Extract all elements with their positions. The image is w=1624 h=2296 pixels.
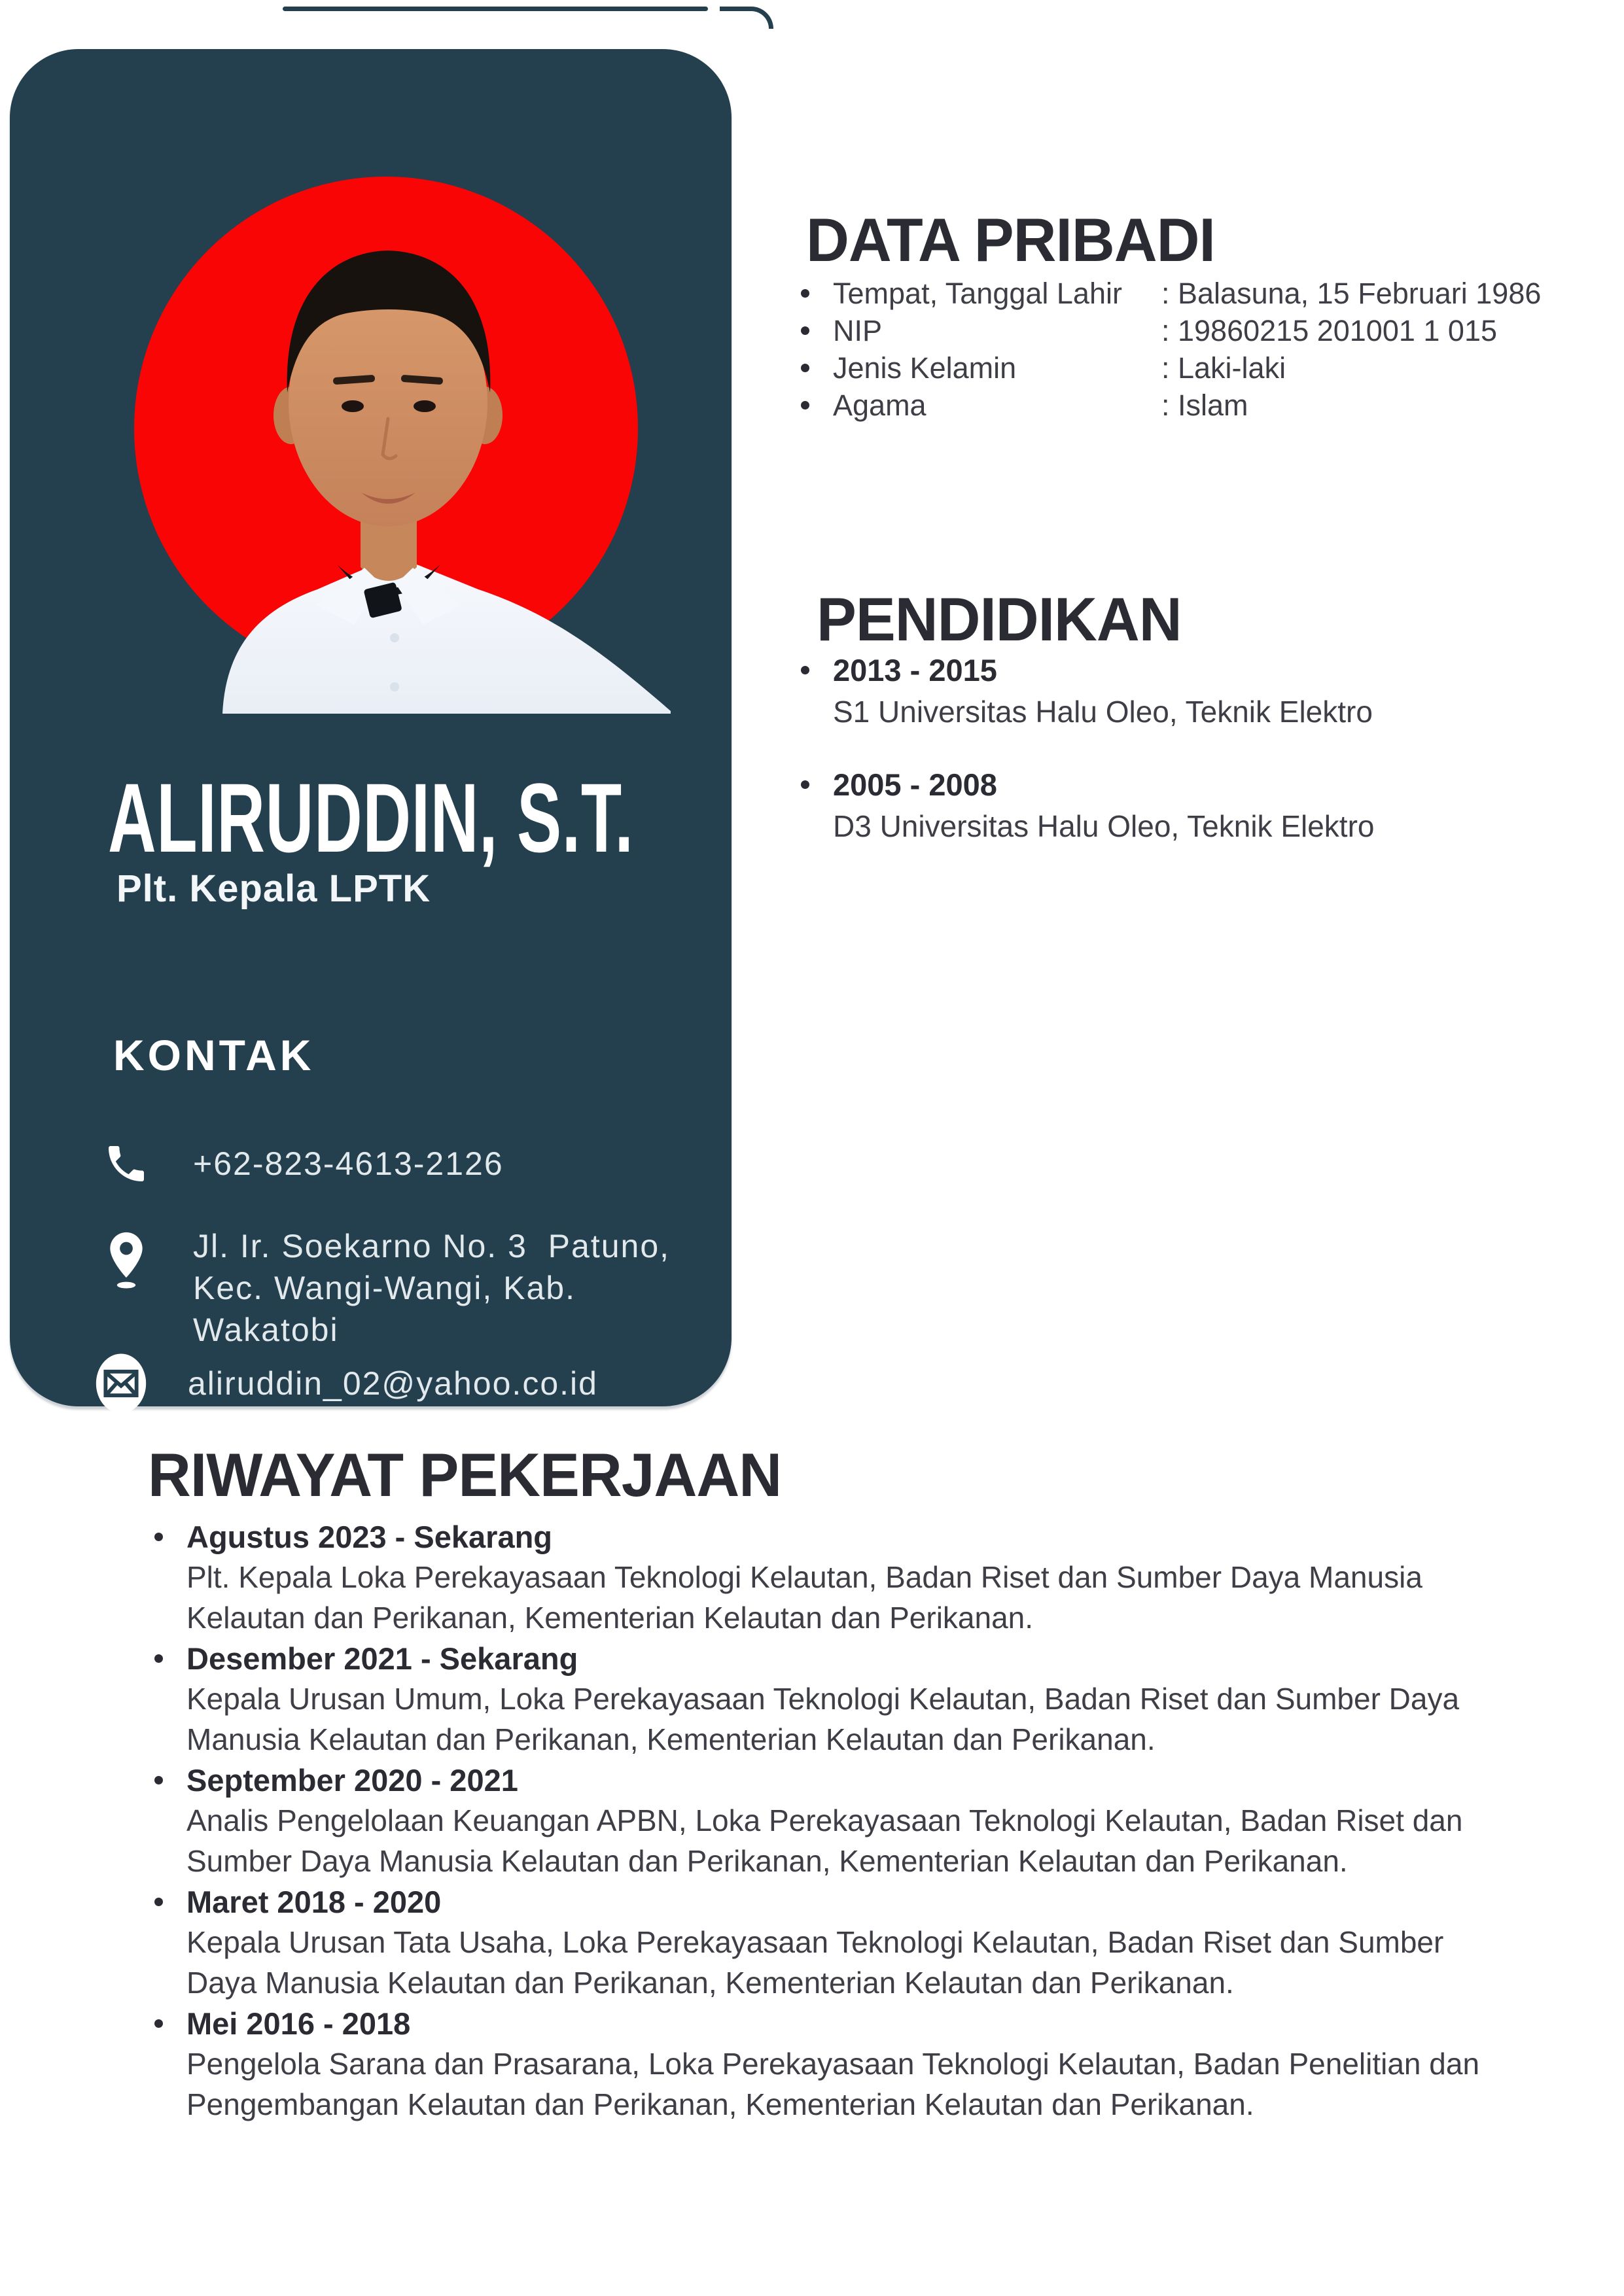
work-item: September 2020 - 2021 Analis Pengelolaan Keuangan APBN, Loka Perekayasaan Teknologi Kelautan, Badan Riset dan Sumber Daya Manusia Kelautan dan Perikanan, Kementerian Kelautan dan Perikanan. (139, 1760, 1526, 1881)
contact-heading: KONTAK (113, 1031, 315, 1079)
email-address: aliruddin_02@yahoo.co.id (188, 1365, 598, 1402)
bullet-icon (801, 401, 809, 409)
bullet-icon (801, 326, 809, 335)
phone-number: +62-823-4613-2126 (193, 1145, 504, 1182)
sidebar (10, 49, 732, 1406)
contact-address-row (100, 1225, 670, 1351)
data-row-gender: Jenis Kelamin : Laki-laki (793, 349, 1541, 387)
bullet-icon (801, 364, 809, 372)
top-decor-line (283, 7, 708, 11)
profile-photo (10, 49, 732, 716)
section-heading-pendidikan: PENDIDIKAN (817, 585, 1182, 653)
bullet-icon (154, 1533, 163, 1541)
bullet-icon (154, 2019, 163, 2028)
bullet-icon (154, 1654, 163, 1663)
data-pribadi-rows (793, 275, 1541, 424)
top-decor-arc (720, 7, 773, 29)
section-heading-data-pribadi: DATA PRIBADI (806, 205, 1215, 274)
address-text: Jl. Ir. Soekarno No. 3 Patuno, Kec. Wangi-Wangi, Kab. Wakatobi (193, 1228, 671, 1348)
data-row-nip: NIP : 19860215 201001 1 015 (793, 312, 1541, 349)
person-name: ALIRUDDIN, S.T. (108, 763, 634, 873)
bullet-icon (154, 1898, 163, 1906)
education-list (793, 651, 1374, 844)
bullet-icon (801, 289, 809, 298)
phone-icon (100, 1140, 152, 1187)
bullet-icon (801, 666, 809, 674)
work-item: Maret 2018 - 2020 Kepala Urusan Tata Usaha, Loka Perekayasaan Teknologi Kelautan, Badan Riset dan Sumber Daya Manusia Kelautan dan Perikanan, Kementerian Kelautan dan Perikanan. (139, 1881, 1526, 2003)
work-history-list (139, 1516, 1526, 2125)
email-icon (95, 1349, 147, 1418)
bullet-icon (801, 780, 809, 789)
data-row-birth: Tempat, Tanggal Lahir : Balasuna, 15 Februari 1986 (793, 275, 1541, 312)
contact-email-row (95, 1349, 598, 1418)
section-heading-riwayat-pekerjaan: RIWAYAT PEKERJAAN (148, 1440, 782, 1509)
education-item: 2013 - 2015 S1 Universitas Halu Oleo, Teknik Elektro (793, 651, 1374, 729)
bullet-icon (154, 1776, 163, 1784)
work-item: Desember 2021 - Sekarang Kepala Urusan Umum, Loka Perekayasaan Teknologi Kelautan, Badan Riset dan Sumber Daya Manusia Kelautan dan Perikanan, Kementerian Kelautan dan Perikanan. (139, 1638, 1526, 1760)
contact-phone-row (100, 1140, 504, 1187)
data-row-religion: Agama : Islam (793, 387, 1541, 424)
work-item: Agustus 2023 - Sekarang Plt. Kepala Loka Perekayasaan Teknologi Kelautan, Badan Riset dan Sumber Daya Manusia Kelautan dan Perikanan, Kementerian Kelautan dan Perikanan. (139, 1516, 1526, 1638)
work-item: Mei 2016 - 2018 Pengelola Sarana dan Prasarana, Loka Perekayasaan Teknologi Kelautan, Badan Penelitian dan Pengembangan Kelautan dan Perikanan, Kementerian Kelautan dan Perikanan. (139, 2003, 1526, 2125)
education-item: 2005 - 2008 D3 Universitas Halu Oleo, Teknik Elektro (793, 765, 1374, 844)
person-title: Plt. Kepala LPTK (116, 867, 431, 910)
location-pin-icon (100, 1229, 152, 1292)
